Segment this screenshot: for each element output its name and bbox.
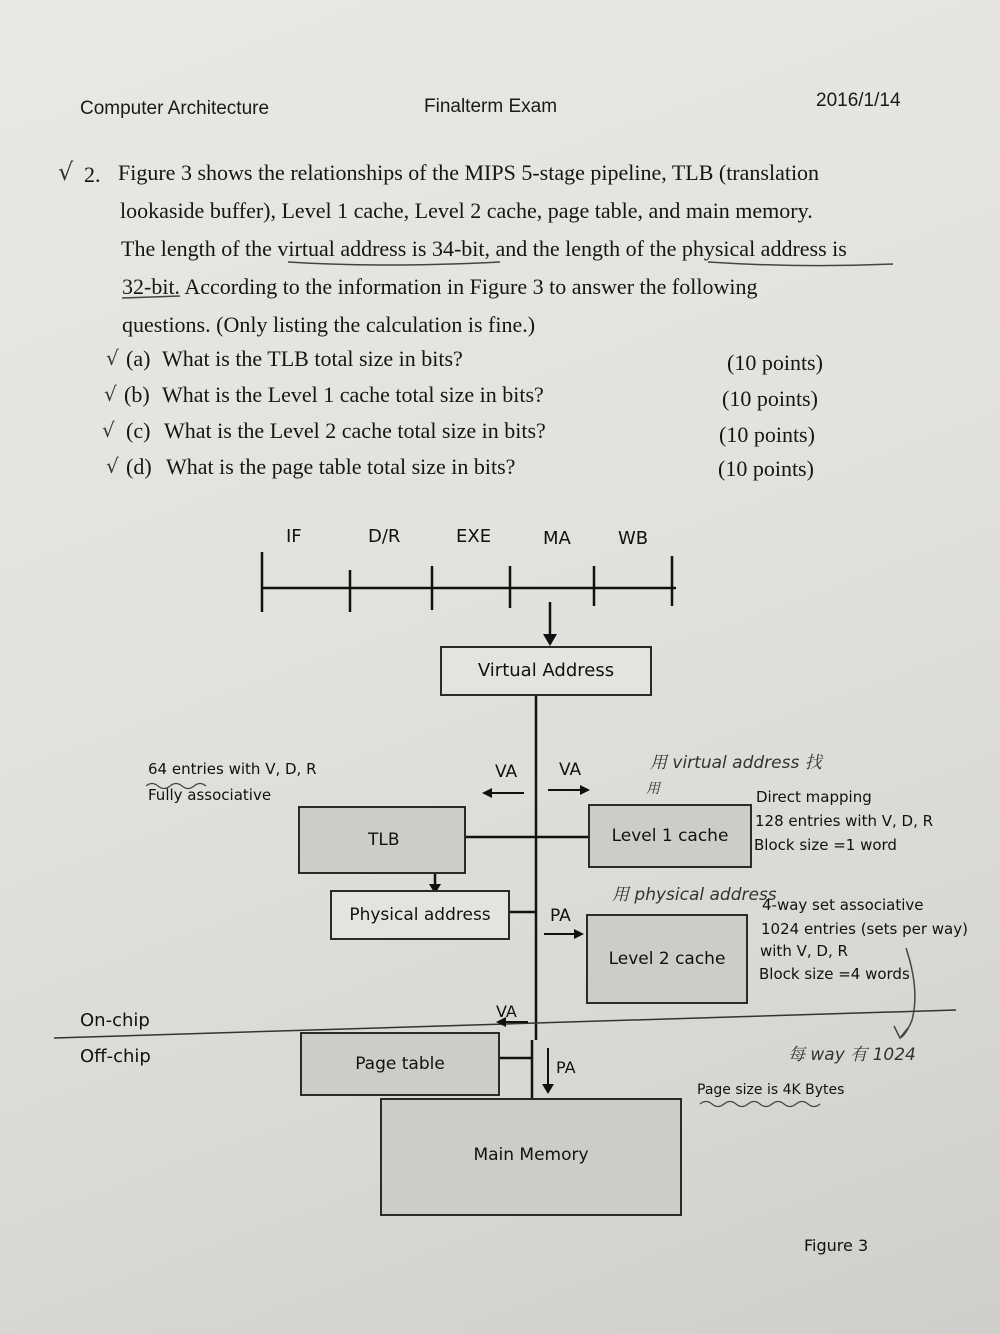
tlb-label: TLB bbox=[368, 830, 400, 850]
handwritten-physical-note: 用 physical address bbox=[612, 885, 777, 905]
va-left-label: VA bbox=[495, 762, 518, 782]
level1-cache-box bbox=[588, 804, 752, 868]
level2-cache-label: Level 2 cache bbox=[608, 949, 726, 969]
part-points: (10 points) bbox=[722, 386, 818, 411]
part-label: (d) bbox=[126, 454, 152, 479]
stage-exe: EXE bbox=[456, 526, 492, 547]
main-memory-box bbox=[380, 1098, 682, 1216]
stage-dr: D/R bbox=[368, 526, 401, 547]
question-line: Figure 3 shows the relationships of the MIPS 5-stage pipeline, TLB (translation bbox=[118, 160, 820, 185]
check-mark-icon: √ bbox=[106, 454, 119, 478]
physical-address-box bbox=[330, 890, 510, 940]
part-points: (10 points) bbox=[719, 422, 815, 447]
check-mark-icon: √ bbox=[106, 346, 119, 370]
check-mark-icon: √ bbox=[102, 418, 115, 442]
page-table-label: Page table bbox=[355, 1054, 445, 1074]
part-points: (10 points) bbox=[718, 456, 814, 481]
virtual-address-label: Virtual Address bbox=[477, 660, 615, 681]
l2-note-bits: with V, D, R bbox=[760, 942, 848, 960]
page-table-box bbox=[300, 1032, 500, 1096]
pa-label: PA bbox=[550, 906, 571, 926]
va-boundary-label: VA bbox=[496, 1002, 517, 1021]
stage-ma: MA bbox=[543, 528, 571, 549]
underline-page-size bbox=[700, 1102, 820, 1107]
figure-caption: Figure 3 bbox=[804, 1236, 869, 1255]
stage-wb: WB bbox=[618, 528, 649, 549]
tlb-box bbox=[298, 806, 466, 874]
l1-note-block: Block size =1 word bbox=[754, 836, 897, 854]
exam-date: 2016/1/14 bbox=[816, 90, 901, 111]
part-label: (a) bbox=[126, 346, 151, 371]
page-size-note: Page size is 4K Bytes bbox=[697, 1082, 845, 1098]
l1-note-entries: 128 entries with V, D, R bbox=[755, 812, 934, 830]
part-text: What is the page table total size in bits? bbox=[166, 454, 516, 479]
l2-note-entries: 1024 entries (sets per way) bbox=[761, 920, 968, 938]
l2-note-assoc: 4-way set associative bbox=[762, 896, 924, 914]
pa-memory-label: PA bbox=[556, 1058, 576, 1077]
underline-virtual bbox=[288, 262, 500, 265]
tlb-note-assoc: Fully associative bbox=[148, 786, 272, 804]
part-points: (10 points) bbox=[727, 350, 823, 375]
handwritten-way-note: 每 way 有 1024 bbox=[788, 1045, 916, 1065]
part-label: (c) bbox=[126, 418, 151, 443]
main-memory-label: Main Memory bbox=[473, 1145, 589, 1165]
course-title: Computer Architecture bbox=[80, 98, 270, 119]
handwritten-virtual-note: 用 virtual address 找 bbox=[650, 753, 822, 773]
exam-title: Finalterm Exam bbox=[424, 96, 558, 117]
question-line: The length of the virtual address is 34-bit, and the length of the physical address is bbox=[121, 236, 847, 261]
l2-note-block: Block size =4 words bbox=[759, 965, 910, 983]
on-chip-label: On-chip bbox=[80, 1010, 150, 1031]
underline-32bit bbox=[122, 296, 180, 298]
tlb-note-entries: 64 entries with V, D, R bbox=[148, 760, 317, 778]
off-chip-label: Off-chip bbox=[80, 1046, 151, 1067]
question-line: 32-bit. According to the information in Figure 3 to answer the following bbox=[122, 274, 758, 299]
l1-note-mapping: Direct mapping bbox=[756, 788, 872, 806]
part-label: (b) bbox=[124, 382, 150, 407]
part-text: What is the TLB total size in bits? bbox=[162, 346, 463, 371]
handwritten-small-mark: 用 bbox=[646, 781, 660, 797]
virtual-address-box bbox=[440, 646, 652, 696]
question-line: lookaside buffer), Level 1 cache, Level 2 cache, page table, and main memory. bbox=[120, 198, 813, 223]
level1-cache-label: Level 1 cache bbox=[611, 826, 729, 846]
level2-cache-box bbox=[586, 914, 748, 1004]
part-text: What is the Level 2 cache total size in bits? bbox=[164, 418, 546, 443]
check-mark-icon: √ bbox=[58, 158, 74, 186]
check-mark-icon: √ bbox=[104, 382, 117, 406]
physical-address-label: Physical address bbox=[349, 905, 491, 925]
underline-physical bbox=[708, 262, 893, 266]
part-text: What is the Level 1 cache total size in bits? bbox=[162, 382, 544, 407]
stage-if: IF bbox=[286, 526, 302, 547]
va-right-label: VA bbox=[559, 760, 582, 780]
question-number: 2. bbox=[84, 162, 101, 187]
question-line: questions. (Only listing the calculation is fine.) bbox=[122, 312, 536, 337]
